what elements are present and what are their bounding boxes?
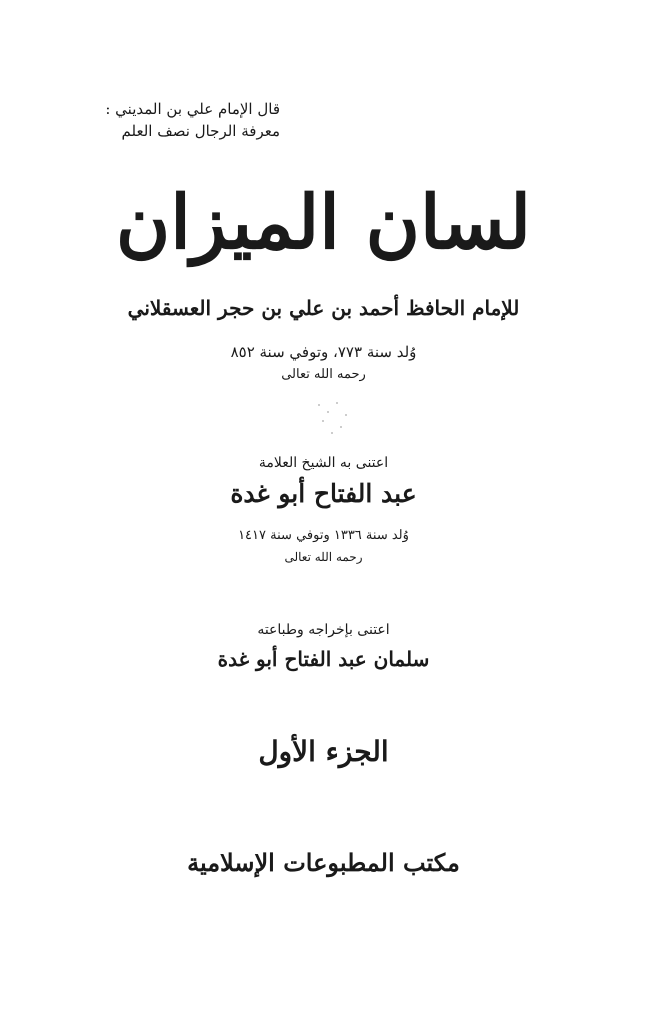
scan-speck — [318, 404, 320, 406]
publisher-name: مكتب المطبوعات الإسلامية — [187, 848, 460, 877]
scan-speck — [336, 402, 338, 404]
editor-mercy: رحمه الله تعالى — [284, 550, 363, 564]
scan-speck — [331, 432, 333, 434]
epigraph-line-2: معرفة الرجال نصف العلم — [121, 122, 280, 140]
scan-speck — [327, 411, 329, 413]
scan-speck — [345, 414, 347, 416]
scan-speck — [340, 426, 342, 428]
editor-dates: وُلد سنة ١٣٣٦ وتوفي سنة ١٤١٧ — [238, 528, 409, 543]
author-mercy: رحمه الله تعالى — [281, 367, 366, 382]
volume-label: الجزء الأول — [258, 735, 389, 768]
scan-speck — [322, 420, 324, 422]
editor-label: اعتنى به الشيخ العلامة — [258, 455, 389, 471]
author-dates: وُلد سنة ٧٧٣، وتوفي سنة ٨٥٢ — [230, 343, 417, 361]
editor-name: عبد الفتاح أبو غدة — [230, 479, 417, 508]
publishing-person: سلمان عبد الفتاح أبو غدة — [217, 647, 430, 671]
epigraph-line-1: قال الإمام علي بن المديني : — [105, 100, 280, 118]
epigraph — [100, 98, 280, 142]
author-name: للإمام الحافظ أحمد بن علي بن حجر العسقلاني — [127, 296, 520, 320]
publishing-label: اعتنى بإخراجه وطباعته — [257, 622, 390, 638]
book-title: لسان الميزان — [115, 180, 532, 266]
